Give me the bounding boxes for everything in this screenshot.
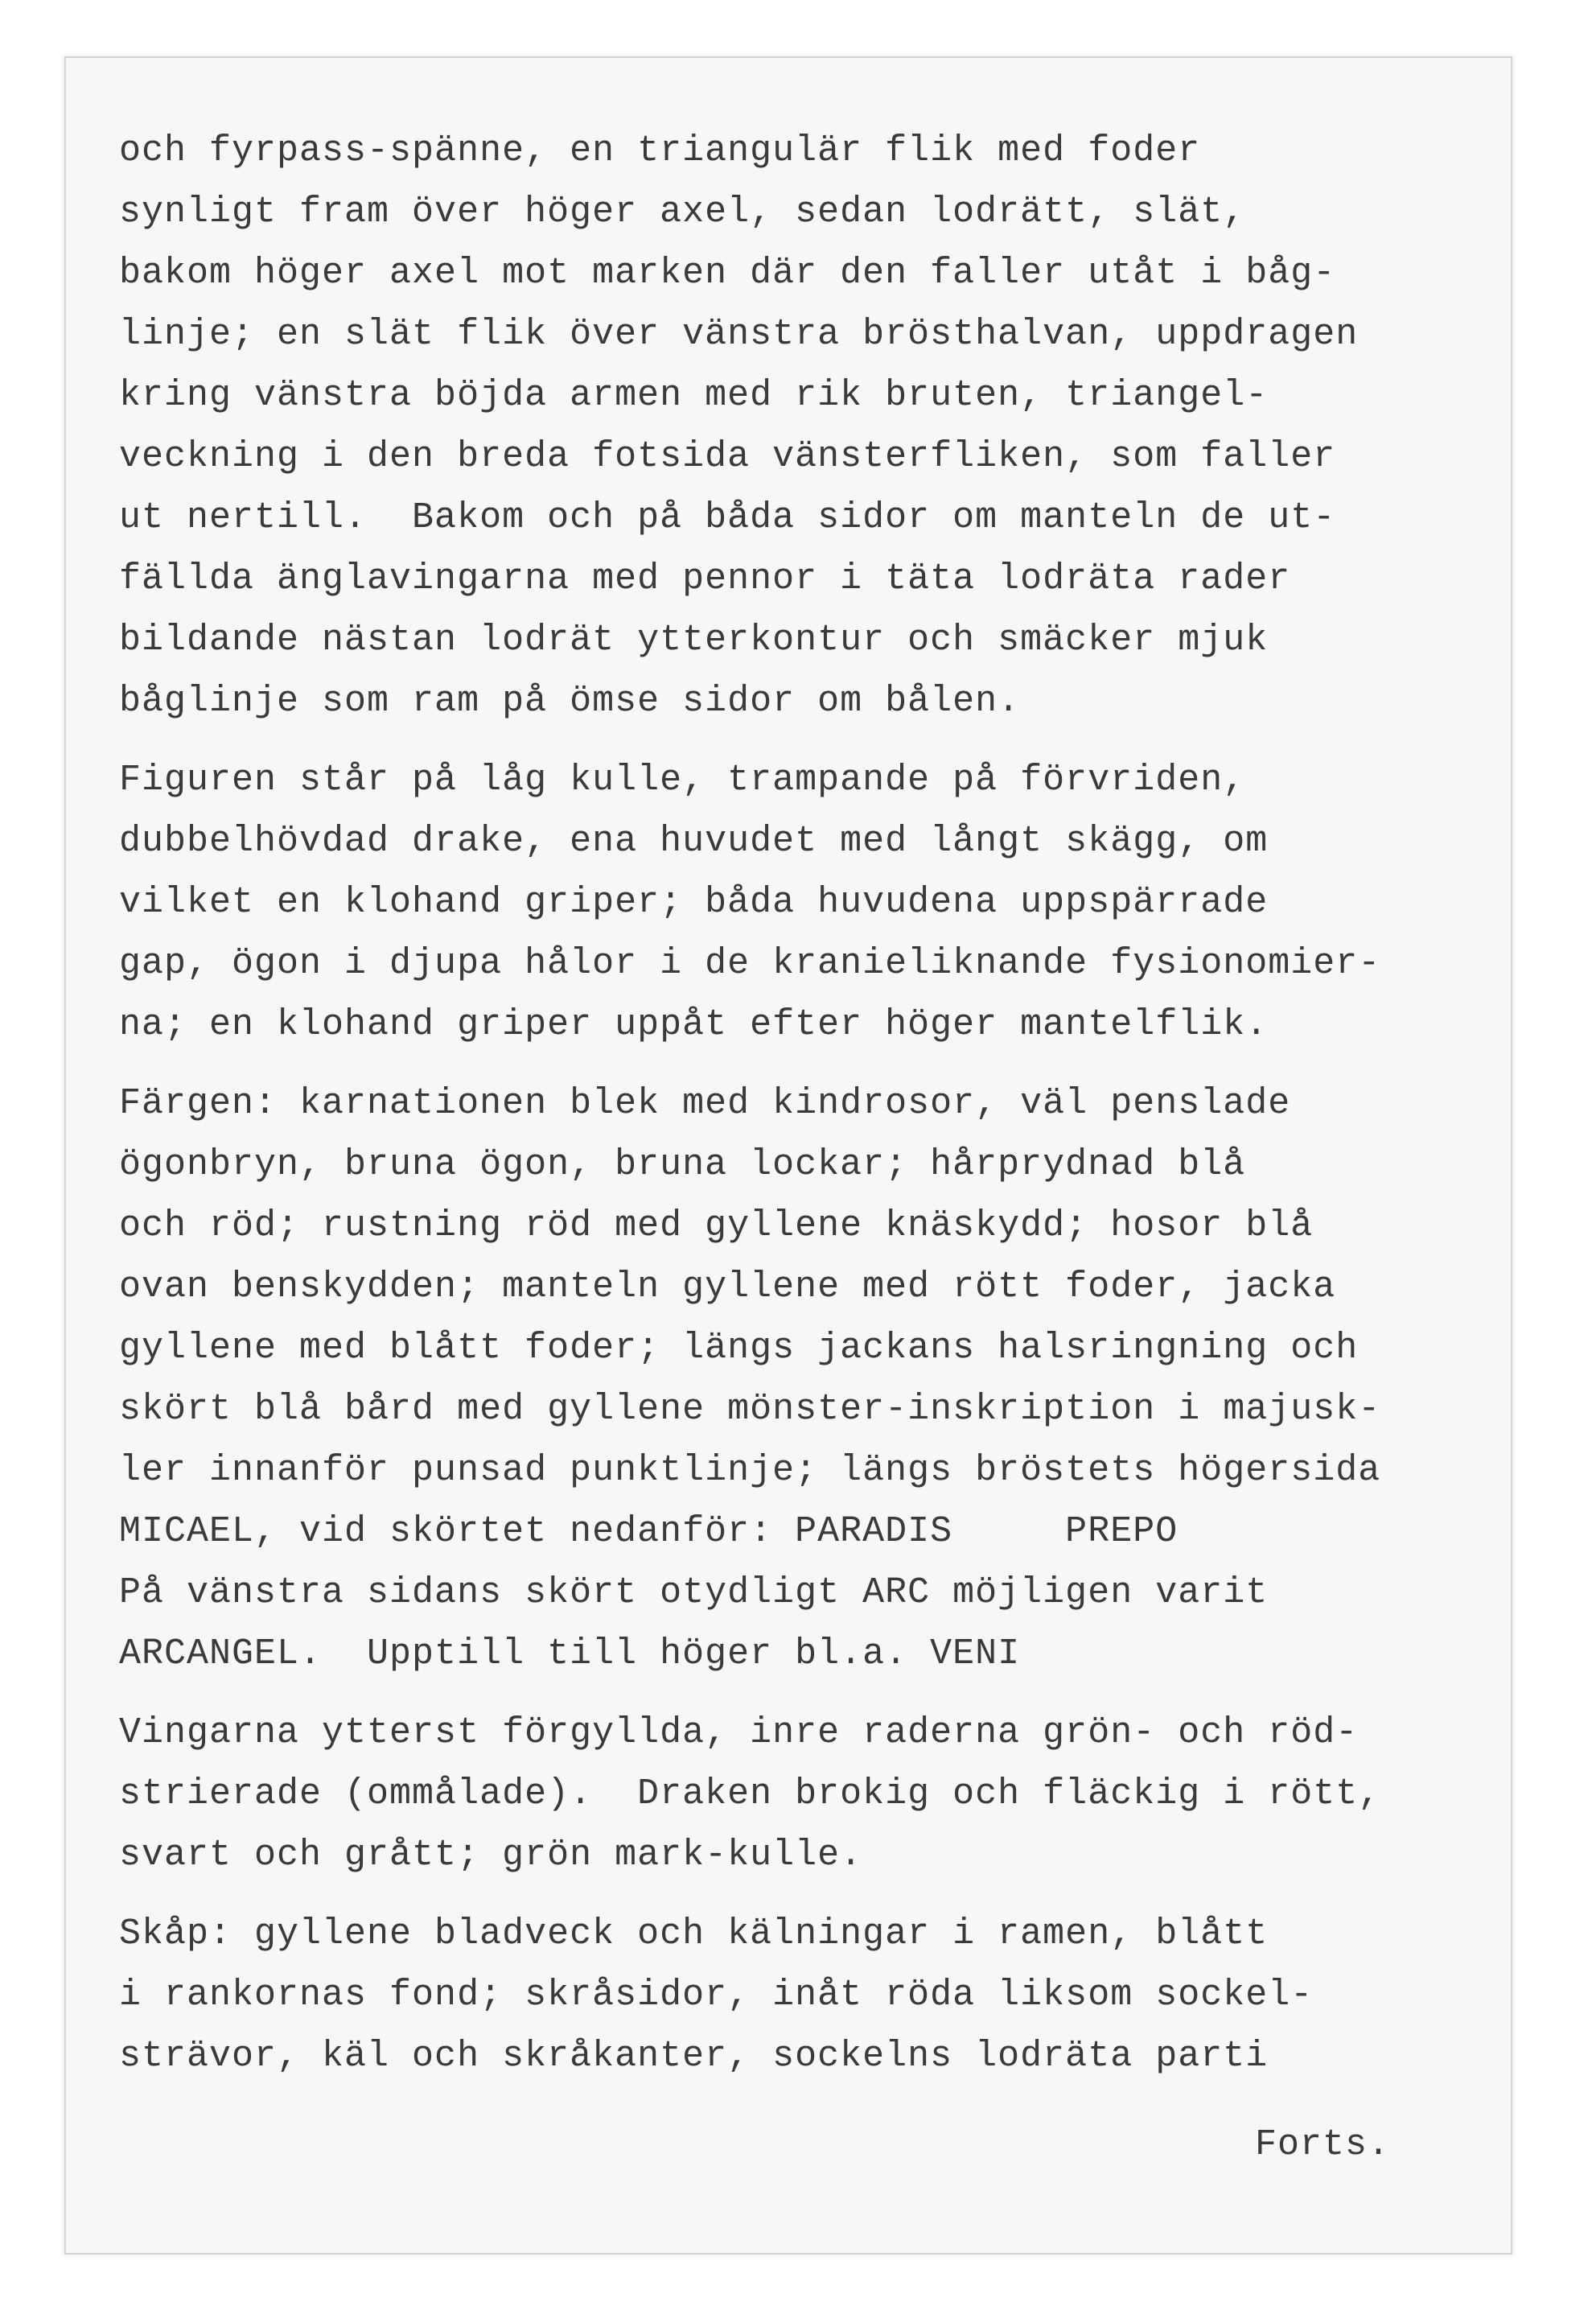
text-line: skört blå bård med gyllene mönster-inskription i majusk- <box>119 1389 1381 1430</box>
text-line: ARCANGEL. Upptill till höger bl.a. VENI <box>119 1633 1021 1674</box>
text-line: bildande nästan lodrät ytterkontur och smäcker mjuk <box>119 620 1269 661</box>
text-line: gyllene med blått foder; längs jackans halsringning och <box>119 1328 1359 1369</box>
text-line: och röd; rustning röd med gyllene knäskydd; hosor blå <box>119 1205 1314 1246</box>
text-line: kring vänstra böjda armen med rik bruten, triangel- <box>119 375 1269 416</box>
text-line: na; en klohand griper uppåt efter höger mantelflik. <box>119 1004 1269 1045</box>
text-line: strävor, käl och skråkanter, sockelns lodräta parti <box>119 2036 1269 2077</box>
text-line: veckning i den breda fotsida vänsterfliken, som faller <box>119 436 1336 477</box>
text-line: Vingarna ytterst förgyllda, inre raderna grön- och röd- <box>119 1712 1359 1753</box>
text-line: Figuren står på låg kulle, trampande på förvriden, <box>119 760 1246 801</box>
text-line: dubbelhövdad drake, ena huvudet med långt skägg, om <box>119 821 1269 862</box>
paragraph-1 <box>119 121 1503 732</box>
text-line: bakom höger axel mot marken där den faller utåt i båg- <box>119 253 1336 294</box>
text-line: Färgen: karnationen blek med kindrosor, väl penslade <box>119 1083 1291 1124</box>
text-line: i rankornas fond; skråsidor, inåt röda liksom sockel- <box>119 1975 1314 2016</box>
text-line: och fyrpass-spänne, en triangulär flik med foder <box>119 130 1201 171</box>
text-line: synligt fram över höger axel, sedan lodrätt, slät, <box>119 192 1246 233</box>
text-line: svart och grått; grön mark-kulle. <box>119 1835 863 1876</box>
text-line: ut nertill. Bakom och på båda sidor om manteln de ut- <box>119 497 1336 538</box>
text-line: ler innanför punsad punktlinje; längs bröstets högersida <box>119 1450 1381 1491</box>
text-line: vilket en klohand griper; båda huvudena uppspärrade <box>119 882 1269 923</box>
text-line: linje; en slät flik över vänstra brösthalvan, uppdragen <box>119 314 1359 355</box>
continuation-note: Forts. <box>1255 2124 1391 2165</box>
paragraph-2 <box>119 750 1503 1056</box>
paragraph-4 <box>119 1703 1503 1886</box>
paragraph-5 <box>119 1904 1503 2087</box>
text-line: Skåp: gyllene bladveck och kälningar i ramen, blått <box>119 1913 1269 1954</box>
text-line: ovan benskydden; manteln gyllene med rött foder, jacka <box>119 1266 1336 1308</box>
body-text <box>119 121 1503 2105</box>
text-line: ögonbryn, bruna ögon, bruna lockar; hårprydnad blå <box>119 1144 1246 1185</box>
text-line: strierade (ommålade). Draken brokig och fläckig i rött, <box>119 1773 1381 1814</box>
text-line: MICAEL, vid skörtet nedanför: PARADIS PREPO <box>119 1511 1178 1552</box>
text-line: På vänstra sidans skört otydligt ARC möjligen varit <box>119 1572 1269 1613</box>
text-line: båglinje som ram på ömse sidor om bålen. <box>119 681 1021 722</box>
text-line: fällda änglavingarna med pennor i täta lodräta rader <box>119 558 1291 599</box>
paragraph-3 <box>119 1073 1503 1685</box>
text-line: gap, ögon i djupa hålor i de kranieliknande fysionomier- <box>119 943 1381 984</box>
